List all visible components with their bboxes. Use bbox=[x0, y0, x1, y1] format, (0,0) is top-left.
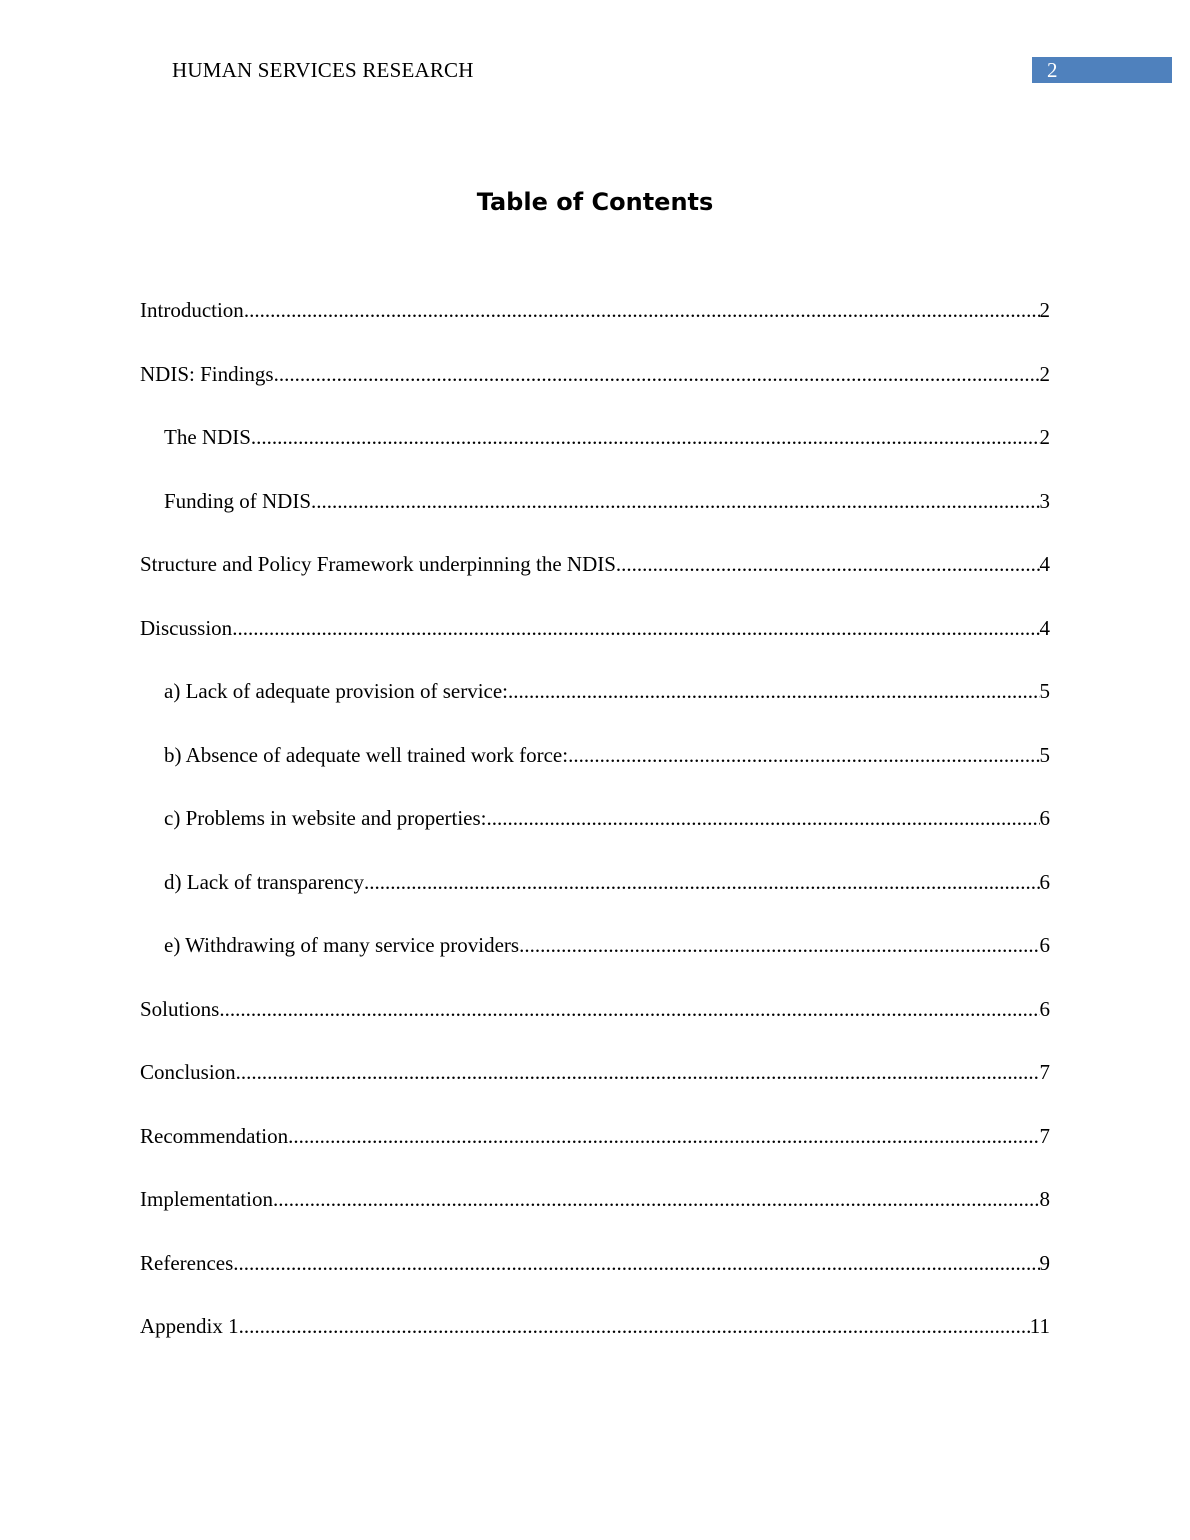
dot-leader bbox=[244, 295, 1040, 325]
toc-entry-page: 2 bbox=[1039, 361, 1050, 386]
dot-leader bbox=[239, 1311, 1030, 1341]
dot-leader bbox=[273, 1184, 1040, 1214]
toc-entry-label: Introduction bbox=[140, 298, 244, 322]
toc-entry-page: 2 bbox=[1039, 298, 1050, 322]
toc-entry-page: 4 bbox=[1039, 615, 1050, 640]
toc-entry-recommendation[interactable] bbox=[140, 1121, 1050, 1185]
toc-entry-introduction[interactable] bbox=[140, 295, 1050, 359]
toc-entry-label: Implementation bbox=[140, 1187, 273, 1211]
toc-entry-page: 11 bbox=[1029, 1314, 1050, 1338]
toc-entry-appendix-1[interactable] bbox=[140, 1311, 1050, 1375]
dot-leader bbox=[568, 740, 1039, 770]
dot-leader bbox=[487, 803, 1040, 833]
toc-entry-label: Funding of NDIS bbox=[164, 488, 312, 513]
toc-entry-ndis-findings[interactable] bbox=[140, 359, 1050, 423]
dot-leader bbox=[519, 930, 1039, 960]
running-header-title: HUMAN SERVICES RESEARCH bbox=[172, 58, 474, 82]
toc-entry-label: b) Absence of adequate well trained work force: bbox=[164, 742, 569, 767]
dot-leader bbox=[508, 676, 1039, 706]
toc-entry-page: 2 bbox=[1039, 425, 1050, 449]
toc-entry-page: 6 bbox=[1039, 996, 1050, 1021]
toc-entry-lack-of-transparency[interactable] bbox=[140, 867, 1050, 931]
toc-entry-solutions[interactable] bbox=[140, 994, 1050, 1058]
toc-entry-label: c) Problems in website and properties: bbox=[164, 806, 487, 830]
toc-entry-label: Structure and Policy Framework underpinning the NDIS bbox=[140, 552, 616, 576]
toc-entry-page: 5 bbox=[1039, 742, 1050, 767]
toc-entry-label: Discussion bbox=[140, 615, 233, 640]
toc-entry-page: 8 bbox=[1039, 1187, 1050, 1211]
toc-list bbox=[140, 295, 1050, 1375]
toc-title: Table of Contents bbox=[476, 188, 714, 216]
toc-entry-label: NDIS: Findings bbox=[140, 361, 274, 386]
toc-entry-label: Solutions bbox=[140, 996, 220, 1021]
dot-leader bbox=[232, 613, 1039, 643]
dot-leader bbox=[288, 1121, 1039, 1151]
dot-leader bbox=[233, 1248, 1039, 1278]
toc-entry-label: d) Lack of transparency bbox=[164, 869, 364, 894]
toc-entry-page: 6 bbox=[1039, 806, 1050, 830]
toc-entry-page: 4 bbox=[1039, 552, 1050, 576]
dot-leader bbox=[616, 549, 1040, 579]
dot-leader bbox=[236, 1057, 1040, 1087]
toc-entry-label: The NDIS bbox=[164, 425, 251, 449]
toc-entry-label: Appendix 1 bbox=[140, 1314, 239, 1338]
toc-entry-label: e) Withdrawing of many service providers bbox=[164, 933, 520, 957]
toc-entry-page: 7 bbox=[1039, 1060, 1050, 1084]
toc-entry-page: 7 bbox=[1039, 1123, 1050, 1148]
toc-entry-structure-and-policy[interactable] bbox=[140, 549, 1050, 613]
dot-leader bbox=[274, 359, 1040, 389]
toc-entry-page: 9 bbox=[1039, 1250, 1050, 1275]
toc-entry-discussion[interactable] bbox=[140, 613, 1050, 677]
dot-leader bbox=[364, 867, 1040, 897]
toc-entry-references[interactable] bbox=[140, 1248, 1050, 1312]
toc-entry-page: 3 bbox=[1039, 488, 1050, 513]
dot-leader bbox=[219, 994, 1039, 1024]
toc-entry-label: Recommendation bbox=[140, 1123, 289, 1148]
toc-entry-conclusion[interactable] bbox=[140, 1057, 1050, 1121]
toc-entry-label: Conclusion bbox=[140, 1060, 236, 1084]
toc-entry-lack-of-provision[interactable] bbox=[140, 676, 1050, 740]
toc-entry-website-problems[interactable] bbox=[140, 803, 1050, 867]
toc-entry-page: 6 bbox=[1039, 869, 1050, 894]
dot-leader bbox=[251, 422, 1040, 452]
toc-entry-funding-of-ndis[interactable] bbox=[140, 486, 1050, 550]
toc-entry-withdrawing-providers[interactable] bbox=[140, 930, 1050, 994]
toc-entry-page: 6 bbox=[1039, 933, 1050, 957]
toc-entry-label: References bbox=[140, 1250, 234, 1275]
toc-entry-implementation[interactable] bbox=[140, 1184, 1050, 1248]
toc-entry-the-ndis[interactable] bbox=[140, 422, 1050, 486]
toc-entry-label: a) Lack of adequate provision of service: bbox=[164, 679, 509, 703]
toc-entry-page: 5 bbox=[1039, 679, 1050, 703]
toc-entry-absence-of-workforce[interactable] bbox=[140, 740, 1050, 804]
page-number-box bbox=[1032, 57, 1172, 83]
dot-leader bbox=[311, 486, 1039, 516]
page-number: 2 bbox=[1047, 58, 1058, 82]
